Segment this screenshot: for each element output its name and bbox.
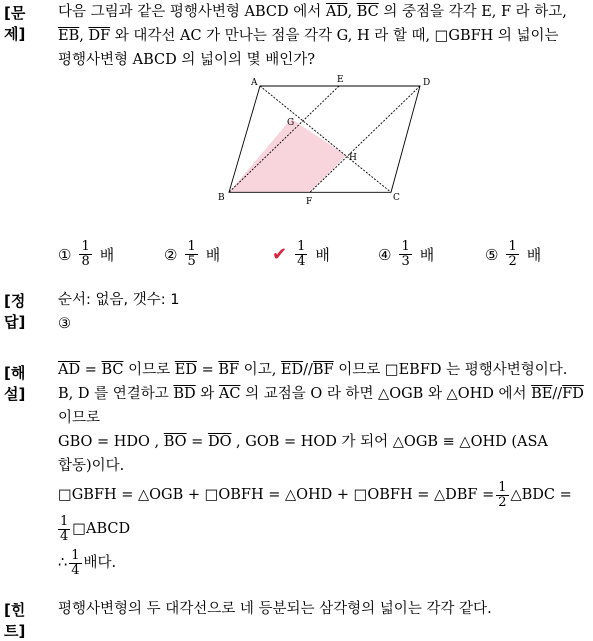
segment: $\overline{AC}$	[218, 386, 241, 402]
unit: 배	[205, 246, 221, 264]
fraction	[496, 481, 508, 510]
answer-order-count: 순서: 없음, 갯수: 1	[58, 292, 180, 308]
explanation-line-1	[58, 358, 590, 382]
explanation-line-2	[58, 382, 590, 406]
choice-2[interactable]	[164, 240, 220, 269]
answer-label: [정답]	[4, 292, 26, 331]
numerator: 1	[81, 239, 90, 254]
text: 이므로	[123, 362, 175, 378]
segment: $\overline{ED}$	[280, 362, 304, 378]
denominator: 4	[297, 254, 306, 269]
unit: 배	[526, 246, 542, 264]
segment: $\overline{BD}$	[173, 386, 196, 402]
text: 이므로 □EBFD 는 평행사변형이다.	[333, 362, 568, 378]
choice-number: ②	[164, 245, 178, 264]
text: 배다.	[83, 555, 117, 571]
answer-text	[58, 288, 590, 336]
answer-value: ③	[58, 316, 71, 332]
point-label-f: F	[306, 197, 313, 207]
point-label-e: E	[337, 75, 344, 85]
segment-df-line	[310, 86, 420, 192]
numerator: 1	[60, 513, 69, 529]
explanation-line-5: 합동)이다.	[58, 458, 125, 474]
fraction	[399, 240, 411, 269]
point-label-a: A	[251, 78, 258, 88]
fraction	[58, 515, 70, 544]
fraction	[79, 240, 91, 269]
text: //	[552, 386, 563, 402]
problem-text	[58, 0, 590, 72]
hint-text: 평행사변형의 두 대각선으로 네 등분되는 삼각형의 넓이는 각각 같다.	[58, 601, 492, 617]
point-label-d: D	[423, 78, 431, 88]
text: B, D 를 연결하고	[58, 386, 174, 402]
text: 이고,	[239, 362, 281, 378]
numerator: 1	[71, 547, 80, 563]
checkmark-icon: ✔	[272, 244, 288, 265]
text: 다음 그림과 같은 평행사변형 ABCD 에서	[58, 4, 326, 20]
choice-4[interactable]	[378, 240, 434, 269]
segment: $\overline{FD}$	[562, 386, 584, 402]
explanation-line-3: 이므로	[58, 410, 101, 426]
segment: $\overline{DO}$	[207, 434, 232, 450]
text: ,	[79, 28, 89, 44]
point-label-g: G	[287, 118, 295, 128]
point-label-b: B	[218, 193, 225, 203]
denominator: 2	[508, 254, 517, 269]
choice-number: ④	[378, 245, 392, 264]
segment-df: $\overline{DF}$	[88, 28, 111, 44]
choice-1[interactable]	[58, 240, 114, 269]
hint-label: [힌트]	[4, 601, 26, 640]
denominator: 3	[401, 254, 410, 269]
text: , GOB = HOD 가 되어 △OGB ≡ △OHD (ASA	[231, 434, 548, 450]
text: 의 중점을 각각 E, F 라 하고,	[378, 4, 567, 20]
segment: $\overline{BF}$	[312, 362, 334, 378]
numerator: 1	[401, 239, 410, 254]
explanation-line-7	[58, 512, 590, 546]
segment-bc: $\overline{BC}$	[356, 4, 379, 20]
point-label-c: C	[393, 193, 400, 203]
numerator: 1	[498, 479, 507, 495]
fraction	[506, 240, 518, 269]
problem-label: [문제]	[4, 4, 26, 43]
numerator: 1	[297, 239, 306, 254]
unit: 배	[99, 246, 115, 264]
choice-number: ①	[58, 245, 72, 264]
segment: $\overline{BO}$	[163, 434, 187, 450]
choice-number: ⑤	[485, 245, 499, 264]
text: //	[303, 362, 313, 378]
denominator: 8	[81, 254, 90, 269]
point-label-h: H	[349, 153, 357, 163]
answer-choices	[58, 240, 578, 274]
fraction	[185, 240, 197, 269]
text: 와	[195, 386, 219, 402]
denominator: 4	[71, 562, 80, 578]
unit: 배	[315, 246, 330, 264]
text: 와 대각선 AC 가 만나는 점을 각각 G, H 라 할 때, □GBFH 의 넓이는	[110, 28, 559, 44]
choice-3[interactable]	[272, 240, 330, 269]
explanation-line-4	[58, 430, 590, 454]
fraction	[295, 240, 307, 269]
unit: 배	[419, 246, 435, 264]
shaded-region-gbfh	[229, 119, 346, 193]
explanation-line-6	[58, 478, 590, 512]
text: ∴	[58, 555, 68, 571]
fraction	[69, 549, 81, 578]
numerator: 1	[508, 239, 517, 254]
text: =	[186, 434, 208, 450]
choice-5[interactable]	[485, 240, 541, 269]
parallelogram-figure	[210, 72, 440, 212]
denominator: 4	[60, 528, 69, 544]
text: □GBFH = △OGB + □OBFH = △OHD + □OBFH = △DBF =	[58, 487, 495, 503]
numerator: 1	[187, 239, 196, 254]
text: =	[80, 362, 102, 378]
segment: $\overline{ED}$	[174, 362, 197, 378]
explanation-line-8	[58, 546, 590, 580]
segment-eb: $\overline{EB}$	[58, 28, 80, 44]
text: △BDC =	[510, 487, 572, 503]
text: GBO = HDO ,	[58, 434, 164, 450]
text: ,	[347, 4, 357, 20]
explanation-text	[58, 358, 590, 580]
problem-line-3: 평행사변형 ABCD 의 넓이의 몇 배인가?	[58, 52, 316, 68]
text: □ABCD	[72, 521, 131, 537]
problem-line-2	[58, 24, 590, 48]
segment-ad: $\overline{AD}$	[325, 4, 348, 20]
denominator: 2	[498, 494, 507, 510]
problem-line-1	[58, 0, 590, 24]
denominator: 5	[187, 254, 196, 269]
segment: $\overline{BC}$	[101, 362, 124, 378]
segment: $\overline{AD}$	[58, 362, 81, 378]
text: 의 교점을 O 라 하면 △OGB 와 △OHD 에서	[240, 386, 532, 402]
text: =	[196, 362, 219, 378]
segment: $\overline{BF}$	[218, 362, 240, 378]
segment: $\overline{BE}$	[531, 386, 553, 402]
explanation-label: [해설]	[4, 364, 26, 403]
